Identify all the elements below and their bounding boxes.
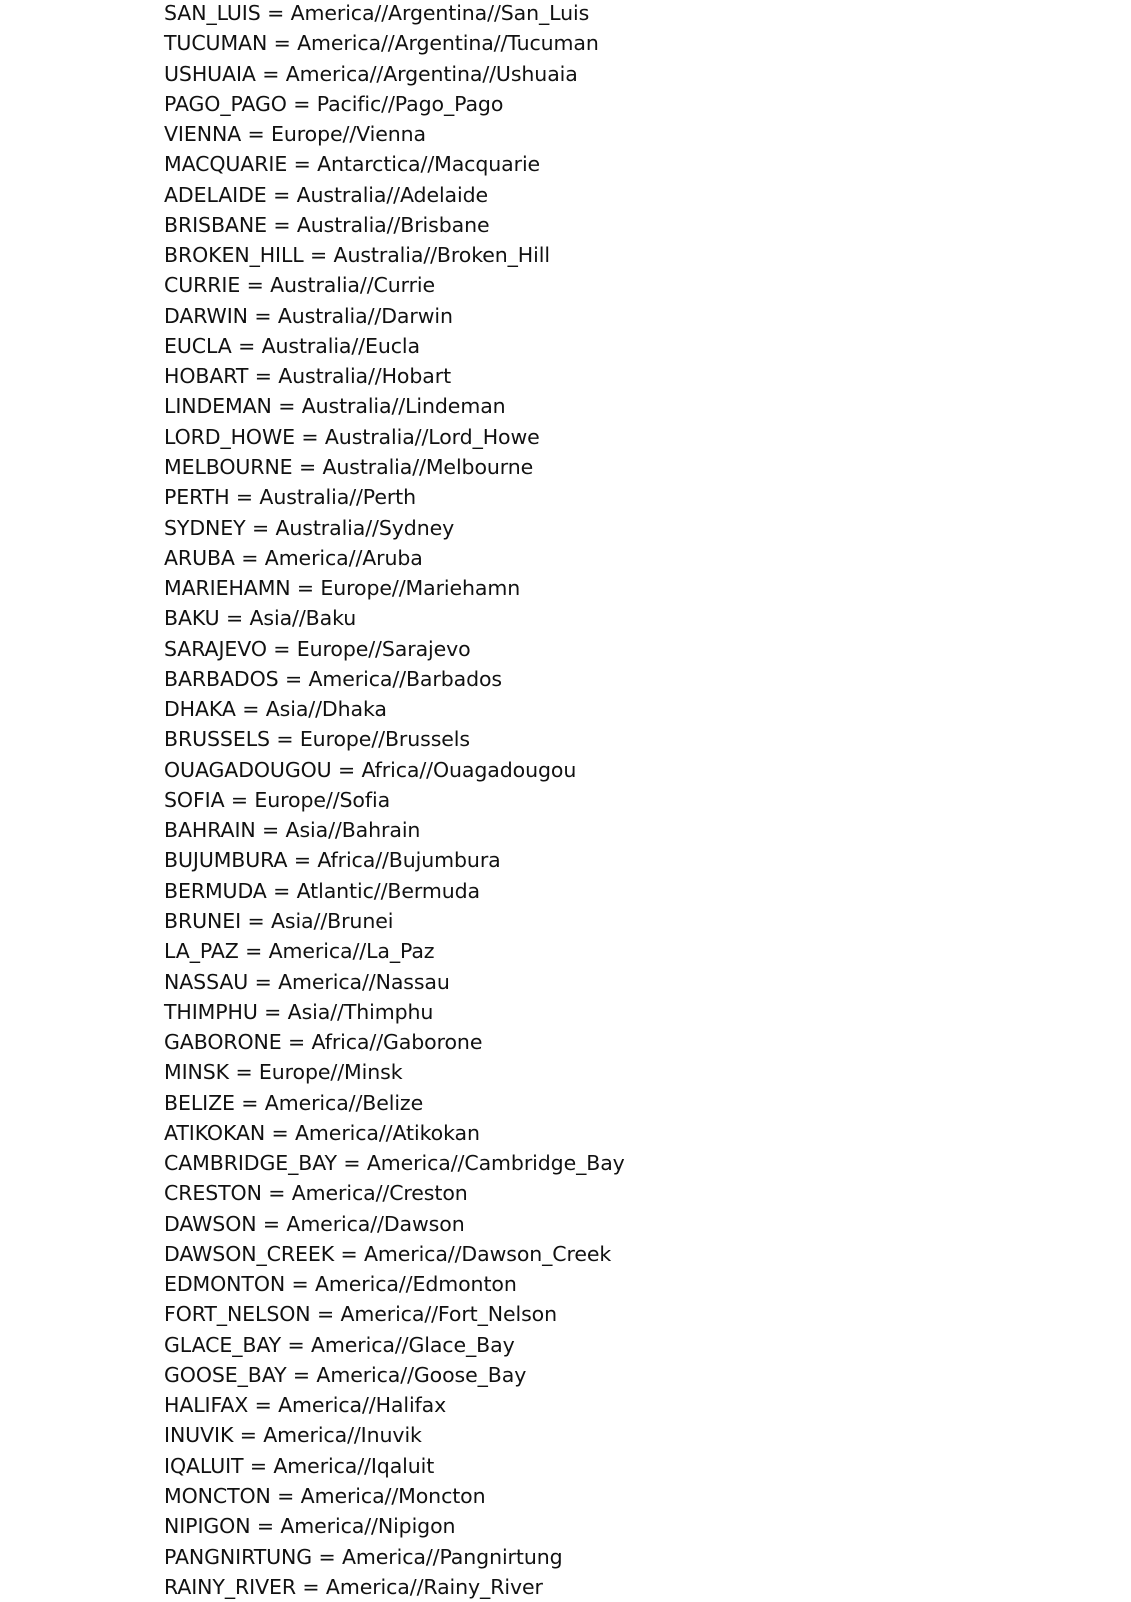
list-item: BERMUDA = Atlantic//Bermuda [164, 878, 480, 903]
list-item: BUJUMBURA = Africa//Bujumbura [164, 848, 501, 873]
list-item: INUVIK = America//Inuvik [164, 1423, 422, 1448]
list-item: PANGNIRTUNG = America//Pangnirtung [164, 1544, 563, 1569]
list-item: ARUBA = America//Aruba [164, 545, 423, 570]
list-item: ATIKOKAN = America//Atikokan [164, 1120, 480, 1145]
list-item: HALIFAX = America//Halifax [164, 1393, 447, 1418]
list-item: DAWSON_CREEK = America//Dawson_Creek [164, 1241, 612, 1266]
list-item: CRESTON = America//Creston [164, 1181, 468, 1206]
list-item: LORD_HOWE = Australia//Lord_Howe [164, 424, 540, 449]
list-item: PAGO_PAGO = Pacific//Pago_Pago [164, 91, 504, 116]
list-item: BELIZE = America//Belize [164, 1090, 424, 1115]
list-item: BRUSSELS = Europe//Brussels [164, 727, 470, 752]
list-item: THIMPHU = Asia//Thimphu [164, 999, 434, 1024]
list-item: CURRIE = Australia//Currie [164, 273, 436, 298]
list-item: BAHRAIN = Asia//Bahrain [164, 818, 421, 843]
list-item: DHAKA = Asia//Dhaka [164, 697, 387, 722]
list-item: IQALUIT = America//Iqaluit [164, 1453, 435, 1478]
list-item: GOOSE_BAY = America//Goose_Bay [164, 1362, 527, 1387]
list-item: HOBART = Australia//Hobart [164, 364, 452, 389]
list-item: CAMBRIDGE_BAY = America//Cambridge_Bay [164, 1151, 625, 1176]
list-item: MONCTON = America//Moncton [164, 1484, 486, 1509]
list-item: FORT_NELSON = America//Fort_Nelson [164, 1302, 558, 1327]
list-item: SARAJEVO = Europe//Sarajevo [164, 636, 471, 661]
timezone-mapping-list [164, 0, 625, 1602]
list-item: BRUNEI = Asia//Brunei [164, 908, 394, 933]
list-item: DARWIN = Australia//Darwin [164, 303, 453, 328]
list-item: SAN_LUIS = America//Argentina//San_Luis [164, 1, 590, 25]
list-item: OUAGADOUGOU = Africa//Ouagadougou [164, 757, 577, 782]
list-item: NASSAU = America//Nassau [164, 969, 450, 994]
list-item: EDMONTON = America//Edmonton [164, 1272, 517, 1297]
list-item: USHUAIA = America//Argentina//Ushuaia [164, 61, 578, 86]
list-item: TUCUMAN = America//Argentina//Tucuman [164, 31, 599, 56]
list-item: GABORONE = Africa//Gaborone [164, 1030, 483, 1055]
list-item: MELBOURNE = Australia//Melbourne [164, 454, 534, 479]
list-item: EUCLA = Australia//Eucla [164, 333, 420, 358]
list-item: BARBADOS = America//Barbados [164, 666, 503, 691]
list-item: SOFIA = Europe//Sofia [164, 787, 391, 812]
list-item: MARIEHAMN = Europe//Mariehamn [164, 576, 521, 601]
list-item: BROKEN_HILL = Australia//Broken_Hill [164, 243, 550, 268]
list-item: LA_PAZ = America//La_Paz [164, 939, 435, 964]
list-item: DAWSON = America//Dawson [164, 1211, 465, 1236]
list-item: BRISBANE = Australia//Brisbane [164, 212, 490, 237]
list-item: MINSK = Europe//Minsk [164, 1060, 403, 1085]
list-item: RAINY_RIVER = America//Rainy_River [164, 1574, 543, 1599]
list-item: ADELAIDE = Australia//Adelaide [164, 182, 489, 207]
list-item: PERTH = Australia//Perth [164, 485, 417, 510]
list-item: BAKU = Asia//Baku [164, 606, 357, 631]
list-item: LINDEMAN = Australia//Lindeman [164, 394, 506, 419]
list-item: SYDNEY = Australia//Sydney [164, 515, 455, 540]
list-item: VIENNA = Europe//Vienna [164, 122, 426, 147]
list-item: NIPIGON = America//Nipigon [164, 1514, 456, 1539]
list-item: MACQUARIE = Antarctica//Macquarie [164, 152, 541, 177]
list-item: GLACE_BAY = America//Glace_Bay [164, 1332, 515, 1357]
